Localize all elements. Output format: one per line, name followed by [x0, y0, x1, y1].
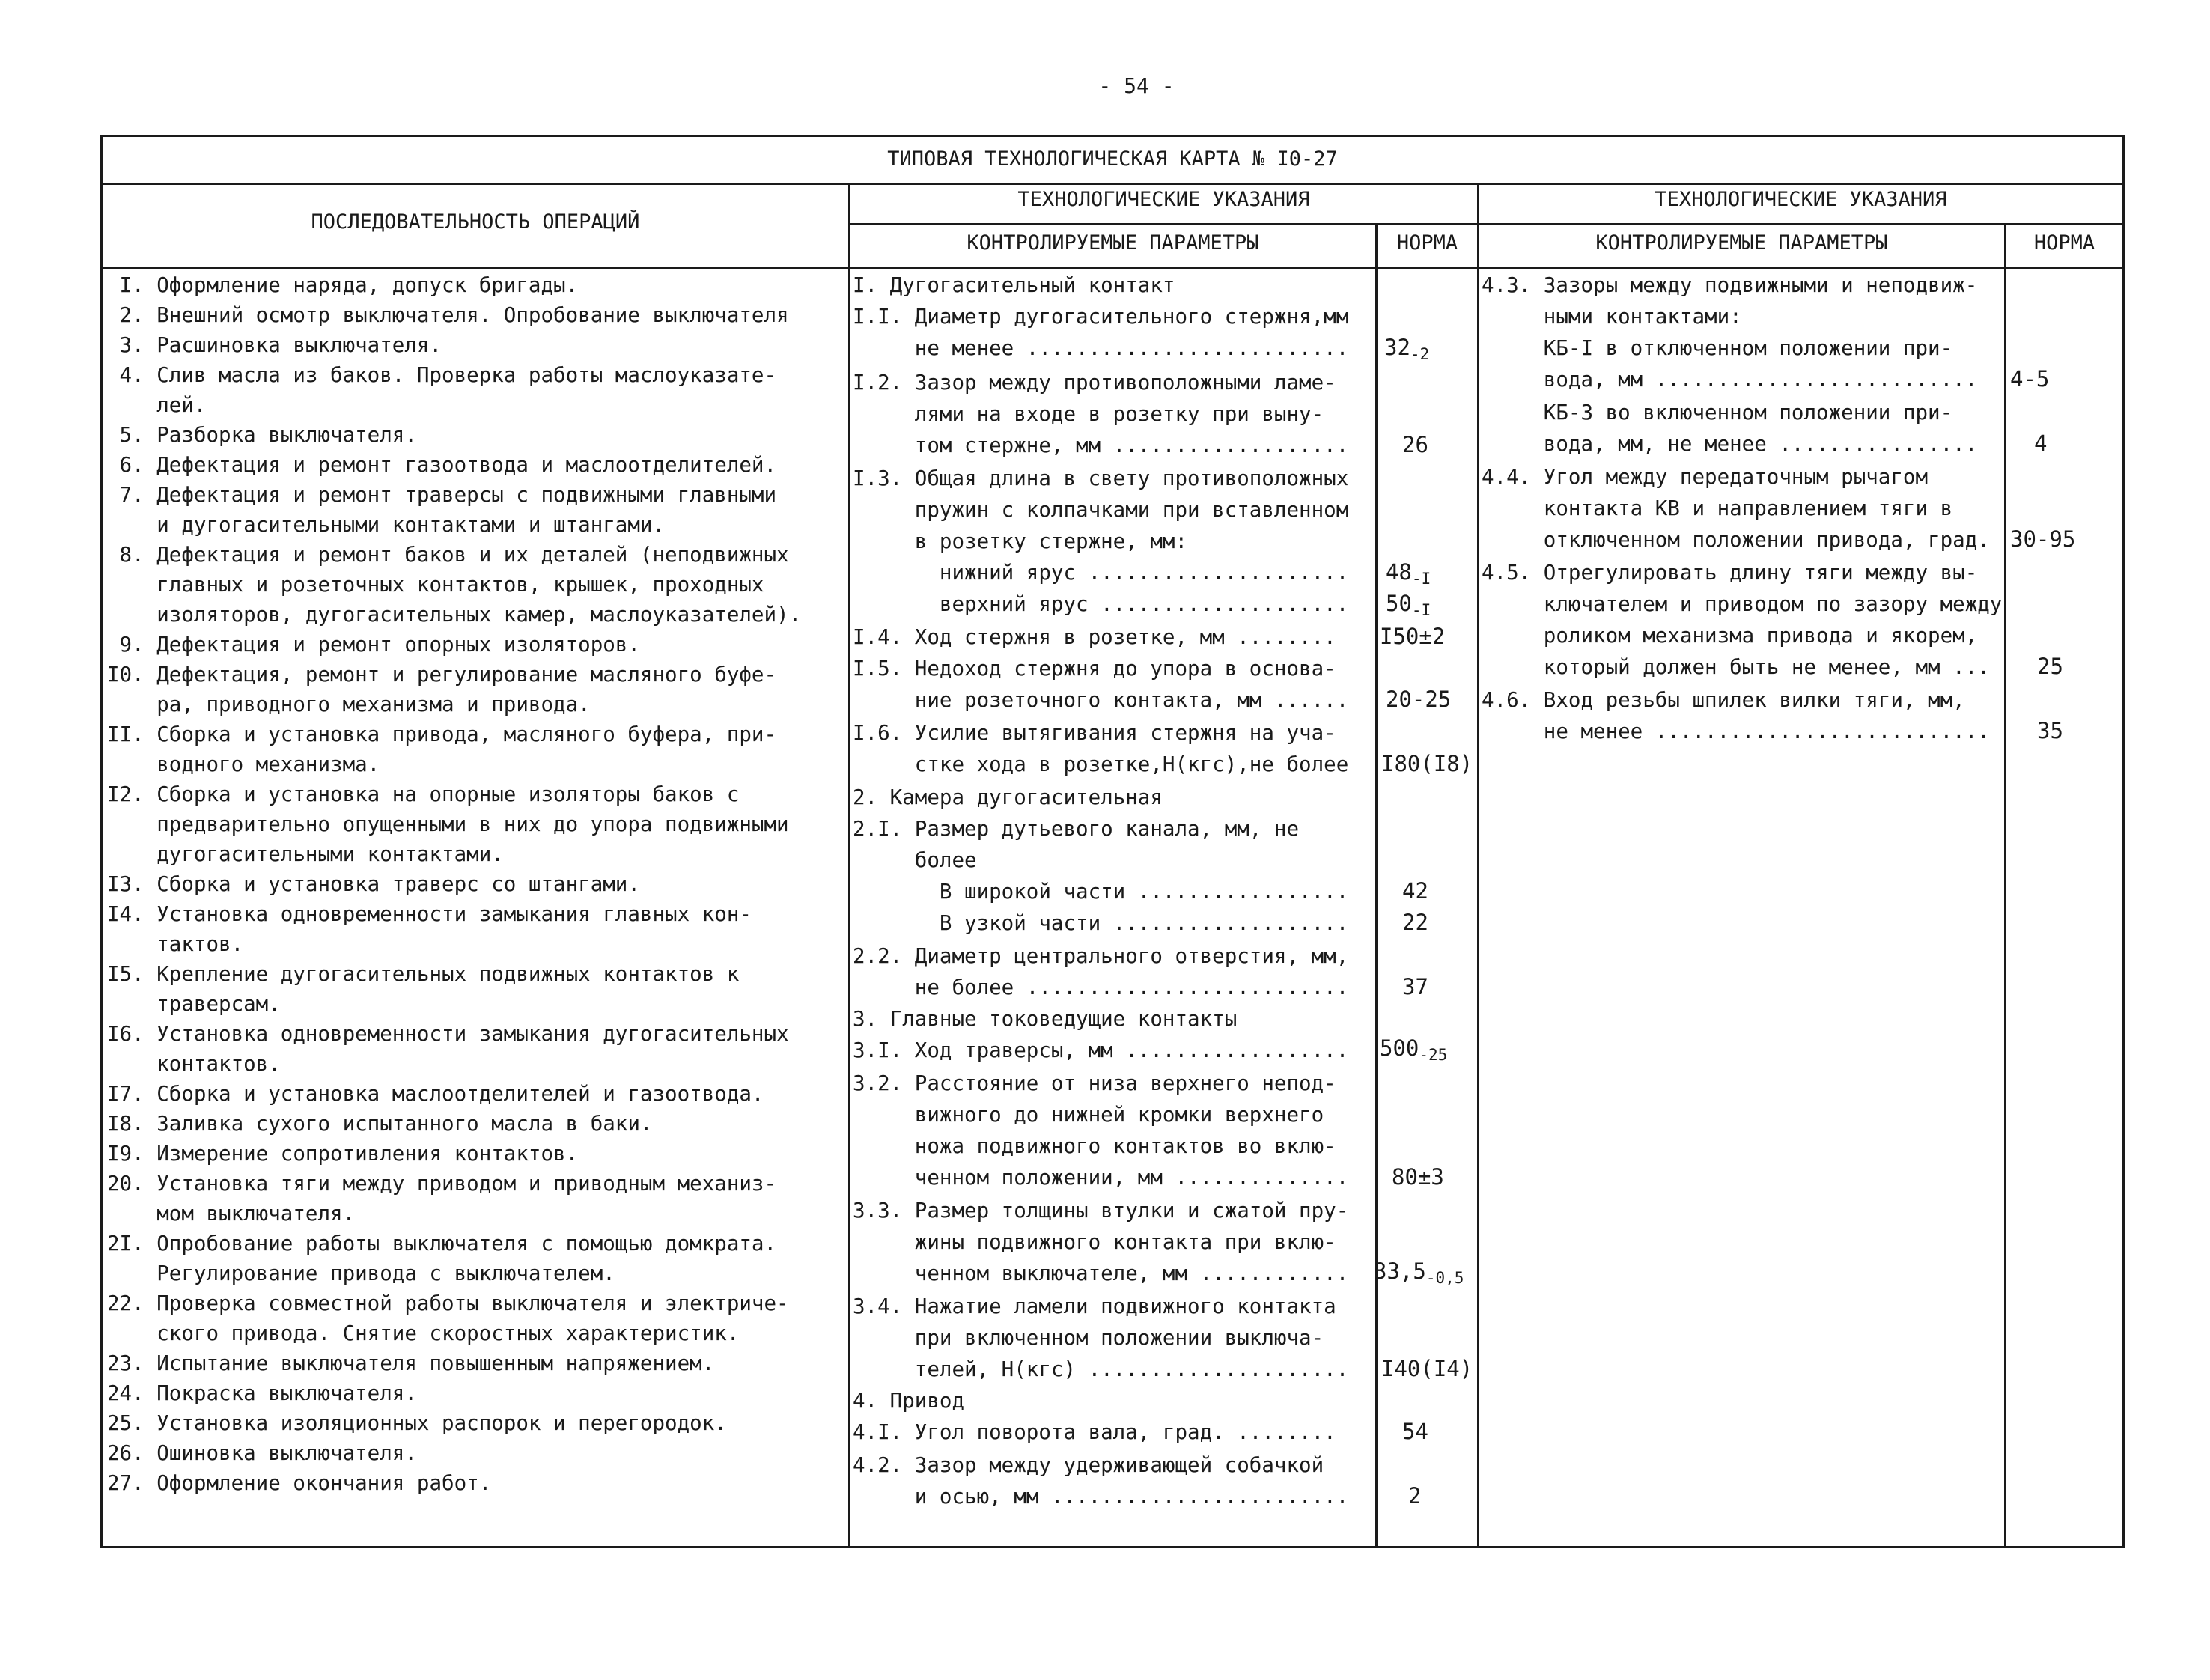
norm-value: 26	[1402, 432, 1428, 457]
param-line: ными контактами:	[1482, 305, 1742, 329]
param-line: том стержне, мм ...................	[853, 433, 1349, 457]
norm-value: 25	[2037, 654, 2063, 679]
operation-line: траверсам.	[107, 992, 281, 1016]
norm-value: I80(I8)	[1381, 751, 1473, 776]
param-line: не менее ..........................	[853, 336, 1349, 360]
param-line: I.I. Диаметр дугогасительного стержня,мм	[853, 305, 1349, 329]
ops-column-divider	[848, 183, 850, 1546]
param-line: I.5. Недоход стержня до упора в основа-	[853, 657, 1336, 681]
operation-line: 22. Проверка совместной работы выключателя и электриче-	[107, 1291, 789, 1315]
operation-line: водного механизма.	[107, 752, 380, 776]
operation-line: предварительно опущенными в них до упора подвижными	[107, 812, 789, 836]
norm-value: 20-25	[1386, 687, 1452, 712]
norm-value: 80±3	[1392, 1164, 1444, 1190]
norm-value: $32_{-2}$	[1384, 335, 1430, 363]
tech-card-table	[100, 135, 2125, 1548]
param-line: 2. Камера дугогасительная	[853, 785, 1163, 809]
operation-line: I8. Заливка сухого испытанного масла в баки.	[107, 1112, 653, 1136]
middle-divider	[1477, 183, 1479, 1546]
param-line: вода, мм ..........................	[1482, 368, 1978, 392]
param-line: ключателем и приводом по зазору между	[1482, 592, 2003, 616]
norma-header-right: НОРМА	[2033, 231, 2095, 255]
norm-value: 42	[1402, 878, 1428, 904]
operation-line: 5. Разборка выключателя.	[107, 423, 417, 447]
norm-value: 22	[1402, 910, 1428, 935]
norm-value: $33,5_{-0,5}$	[1374, 1259, 1464, 1287]
operation-line: тактов.	[107, 932, 244, 956]
norm-value: I40(I4)	[1381, 1356, 1473, 1381]
param-line: жины подвижного контакта при вклю-	[853, 1230, 1336, 1254]
param-line: более	[853, 848, 977, 872]
operation-line: 2. Внешний осмотр выключателя. Опробование выключателя	[107, 303, 789, 327]
operation-line: и дугогасительными контактами и штангами.	[107, 513, 666, 537]
operation-line: 26. Ошиновка выключателя.	[107, 1441, 417, 1465]
norm-value: 4-5	[2010, 366, 2050, 392]
norm-value: 4	[2034, 430, 2048, 456]
param-line: I.6. Усилие вытягивания стержня на уча-	[853, 721, 1336, 745]
param-line: который должен быть не менее, мм ...	[1482, 655, 1990, 679]
operation-line: I5. Крепление дугогасительных подвижных контактов к	[107, 962, 740, 986]
param-line: КБ-3 во включенном положении при-	[1482, 401, 1953, 424]
operation-line: 3. Расшиновка выключателя.	[107, 333, 442, 357]
param-line: 4.I. Угол поворота вала, град. ........	[853, 1420, 1336, 1444]
param-line: в розетку стержне, мм:	[853, 529, 1188, 553]
param-line: роликом механизма привода и якорем,	[1482, 624, 1978, 648]
operation-line: I7. Сборка и установка маслоотделителей и газоотвода.	[107, 1082, 764, 1106]
operation-line: I3. Сборка и установка траверс со штангами.	[107, 872, 640, 896]
norma-left-divider	[1375, 223, 1378, 1546]
norm-value: 54	[1402, 1419, 1428, 1444]
param-line: контакта КВ и направлением тяги в	[1482, 496, 1953, 520]
card-title: ТИПОВАЯ ТЕХНОЛОГИЧЕСКАЯ КАРТА № I0-27	[887, 147, 1338, 171]
operation-line: II. Сборка и установка привода, масляного буфера, при-	[107, 722, 777, 746]
operation-line: лей.	[107, 393, 207, 417]
param-line: вижного до нижней кромки верхнего	[853, 1103, 1324, 1127]
operation-line: I9. Измерение сопротивления контактов.	[107, 1142, 579, 1166]
param-line: 3.3. Размер толщины втулки и сжатой пру-	[853, 1199, 1349, 1223]
operation-line: контактов.	[107, 1052, 281, 1076]
operation-line: изоляторов, дугогасительных камер, маслоуказателей).	[107, 603, 802, 627]
operation-line: I2. Сборка и установка на опорные изоляторы баков с	[107, 782, 740, 806]
param-line: 3.4. Нажатие ламели подвижного контакта	[853, 1294, 1336, 1318]
param-line: 4.2. Зазор между удерживающей собачкой	[853, 1453, 1324, 1477]
param-line: нижний ярус .....................	[853, 561, 1349, 585]
param-line: 3.I. Ход траверсы, мм ..................	[853, 1038, 1349, 1062]
norma-right-divider	[2004, 223, 2006, 1546]
operation-line: ского привода. Снятие скоростных характеристик.	[107, 1321, 740, 1345]
operation-line: I. Оформление наряда, допуск бригады.	[107, 273, 579, 297]
operation-line: 7. Дефектация и ремонт траверсы с подвижными главными	[107, 483, 777, 507]
param-line: 4.4. Угол между передаточным рычагом	[1482, 465, 1929, 489]
param-line: ножа подвижного контактов во вклю-	[853, 1134, 1336, 1158]
param-line: 4.6. Вход резьбы шпилек вилки тяги, мм,	[1482, 688, 1965, 712]
operation-line: I6. Установка одновременности замыкания дугогасительных	[107, 1022, 789, 1046]
operation-line: 9. Дефектация и ремонт опорных изоляторов.	[107, 633, 640, 657]
page-number: - 54 -	[1098, 73, 1175, 98]
param-line: верхний ярус ....................	[853, 592, 1349, 616]
norm-value: 35	[2037, 718, 2063, 743]
param-line: стке хода в розетке,Н(кгс),не более	[853, 752, 1349, 776]
param-line: 4.5. Отрегулировать длину тяги между вы-	[1482, 561, 1978, 585]
operation-line: 25. Установка изоляционных распорок и перегородок.	[107, 1411, 727, 1435]
param-line: I. Дугогасительный контакт	[853, 273, 1175, 297]
param-line: вода, мм, не менее ................	[1482, 432, 1978, 456]
params-header-right: КОНТРОЛИРУЕМЫЕ ПАРАМЕТРЫ	[1595, 231, 1888, 255]
param-line: лями на входе в розетку при выну-	[853, 402, 1324, 426]
operation-line: 2I. Опробование работы выключателя с помощью домкрата.	[107, 1232, 777, 1256]
operation-line: 23. Испытание выключателя повышенным напряжением.	[107, 1351, 715, 1375]
operation-line: ра, приводного механизма и привода.	[107, 693, 591, 716]
operation-line: дугогасительными контактами.	[107, 842, 504, 866]
param-line: I.3. Общая длина в свету противоположных	[853, 466, 1349, 490]
param-line: В узкой части ...................	[853, 911, 1349, 935]
operation-line: I0. Дефектация, ремонт и регулирование масляного буфе-	[107, 663, 777, 687]
param-line: отключенном положении привода, град.	[1482, 528, 1990, 552]
norm-value: $48_{-I}$	[1386, 559, 1431, 588]
operation-line: 8. Дефектация и ремонт баков и их деталей (неподвижных	[107, 543, 789, 567]
norm-value: I50±2	[1380, 624, 1446, 649]
operation-line: 20. Установка тяги между приводом и приводным механиз-	[107, 1172, 777, 1196]
param-line: 3.2. Расстояние от низа верхнего непод-	[853, 1071, 1336, 1095]
param-line: В широкой части .................	[853, 880, 1349, 904]
operation-line: 4. Слив масла из баков. Проверка работы маслоуказате-	[107, 363, 777, 387]
param-line: при включенном положении выключа-	[853, 1326, 1324, 1350]
seq-ops-header: ПОСЛЕДОВАТЕЛЬНОСТЬ ОПЕРАЦИЙ	[311, 210, 640, 234]
operation-line: главных и розеточных контактов, крышек, проходных	[107, 573, 764, 597]
param-line: КБ-I в отключенном положении при-	[1482, 336, 1953, 360]
param-line: не менее ...........................	[1482, 719, 1990, 743]
tech-header-divider	[848, 223, 2122, 225]
tech-instructions-header-right: ТЕХНОЛОГИЧЕСКИЕ УКАЗАНИЯ	[1655, 188, 1947, 211]
norm-value: $500_{-25}$	[1380, 1035, 1448, 1064]
operation-line: 24. Покраска выключателя.	[107, 1381, 417, 1405]
param-line: ченном выключателе, мм ............	[853, 1261, 1349, 1285]
param-line: ние розеточного контакта, мм ......	[853, 688, 1349, 712]
operation-line: мом выключателя.	[107, 1202, 356, 1226]
norm-value: 37	[1402, 974, 1428, 999]
params-header-left: КОНТРОЛИРУЕМЫЕ ПАРАМЕТРЫ	[967, 231, 1259, 255]
param-line: ченном положении, мм ..............	[853, 1166, 1349, 1190]
param-line: 2.2. Диаметр центрального отверстия, мм,	[853, 944, 1349, 968]
norm-value: 2	[1408, 1483, 1422, 1509]
param-line: 2.I. Размер дутьевого канала, мм, не	[853, 817, 1300, 841]
norm-value: 30-95	[2010, 526, 2076, 552]
param-line: и осью, мм ........................	[853, 1485, 1349, 1509]
operation-line: 27. Оформление окончания работ.	[107, 1471, 492, 1495]
param-line: 4. Привод	[853, 1389, 965, 1413]
operation-line: I4. Установка одновременности замыкания главных кон-	[107, 902, 752, 926]
param-line: пружин с колпачками при вставленном	[853, 498, 1349, 522]
norm-value: $50_{-I}$	[1386, 591, 1431, 619]
param-line: I.2. Зазор между противоположными ламе-	[853, 371, 1336, 395]
norma-header-left: НОРМА	[1396, 231, 1458, 255]
param-line: не более ..........................	[853, 976, 1349, 999]
title-divider	[103, 183, 2122, 185]
param-line: телей, Н(кгс) .....................	[853, 1357, 1349, 1381]
param-line: I.4. Ход стержня в розетке, мм ........	[853, 625, 1336, 649]
operation-line: 6. Дефектация и ремонт газоотвода и маслоотделителей.	[107, 453, 777, 477]
param-line: 3. Главные токоведущие контакты	[853, 1007, 1238, 1031]
operation-line: Регулирование привода с выключателем.	[107, 1261, 615, 1285]
tech-instructions-header-left: ТЕХНОЛОГИЧЕСКИЕ УКАЗАНИЯ	[1017, 188, 1310, 211]
param-line: 4.3. Зазоры между подвижными и неподвиж-	[1482, 273, 1978, 297]
header-bottom-divider	[103, 267, 2122, 269]
